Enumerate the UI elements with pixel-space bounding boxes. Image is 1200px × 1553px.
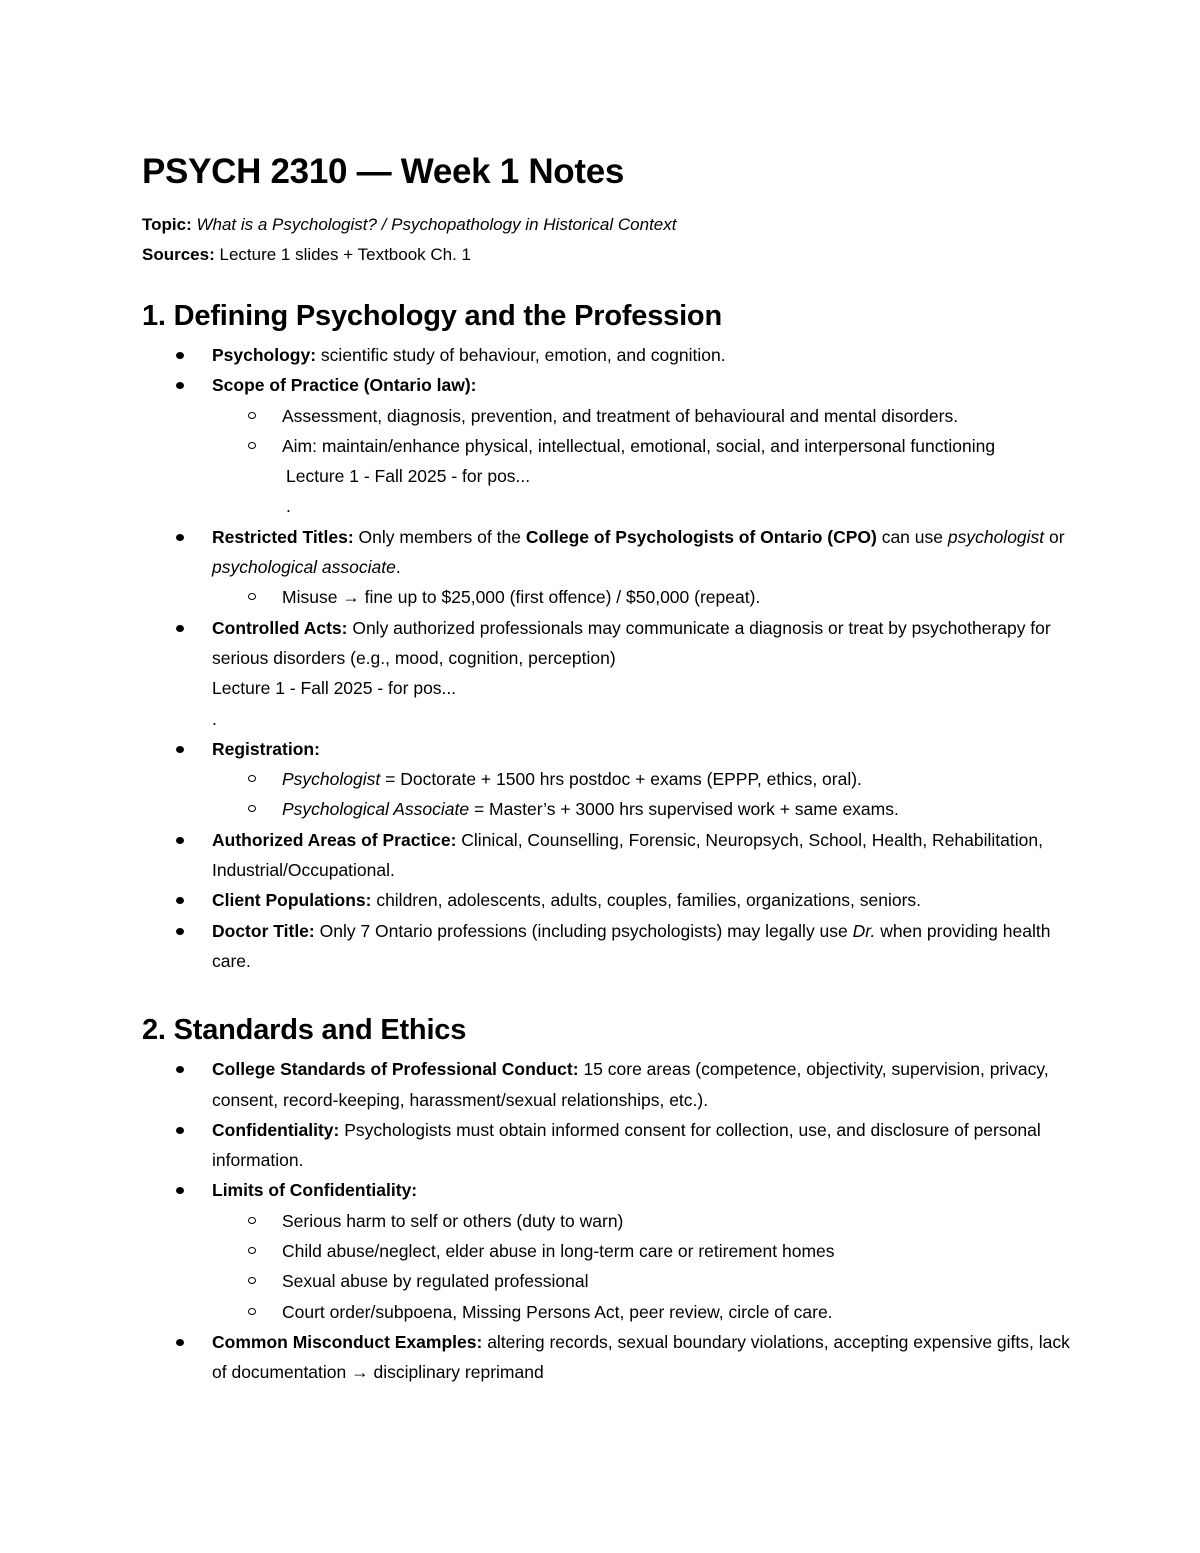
item-text: or [1044, 526, 1065, 547]
sub-item: Sexual abuse by regulated professional [212, 1266, 1080, 1296]
topic-label: Topic: [142, 215, 192, 234]
meta-block [142, 210, 1080, 270]
item-text: Only authorized professionals may communicate a diagnosis or treat by psychotherapy for serious disorders (e.g., mood, cognition, perception) [212, 617, 1051, 668]
item-label: Psychology: [212, 345, 317, 365]
title-psychologist: psychologist [947, 526, 1045, 547]
sub-item: Assessment, diagnosis, prevention, and treatment of behavioural and mental disorders. [212, 401, 1080, 431]
section-1-list [142, 340, 1080, 976]
title-psychological-associate: psychological associate [212, 557, 396, 578]
sub-item-italic: Psychologist [282, 769, 381, 790]
item-label: Common Misconduct Examples: [212, 1331, 483, 1352]
item-label: Restricted Titles: [212, 526, 354, 547]
item-label: Doctor Title: [212, 920, 315, 941]
sub-item: Child abuse/neglect, elder abuse in long-term care or retirement homes [212, 1236, 1080, 1266]
sources-label: Sources: [142, 245, 215, 264]
item-text: Only members of the [353, 526, 526, 547]
item-text: altering records, sexual boundary violations, accepting expensive gifts, lack of documentation → disciplinary reprimand [212, 1331, 1070, 1383]
sub-item-text: Aim: maintain/enhance physical, intellectual, emotional, social, and interpersonal functioning [282, 435, 996, 456]
scope-sublist [212, 401, 1080, 522]
list-item-standards [142, 1054, 1080, 1115]
item-text: can use [876, 526, 948, 547]
list-item-restricted-titles [142, 522, 1080, 613]
item-label: Scope of Practice (Ontario law): [212, 375, 477, 396]
item-label: Authorized Areas of Practice: [212, 829, 457, 850]
stray-dot: . [286, 496, 291, 517]
sub-item: Serious harm to self or others (duty to warn) [212, 1206, 1080, 1236]
item-label: Limits of Confidentiality: [212, 1180, 418, 1201]
sub-item-text: = Doctorate + 1500 hrs postdoc + exams (EPPP, ethics, oral). [380, 769, 862, 790]
topic-line [142, 210, 1080, 240]
item-label: Confidentiality: [212, 1119, 340, 1140]
lecture-footer-link[interactable]: Lecture 1 - Fall 2025 - for pos... [212, 678, 457, 699]
list-item-doctor-title [142, 916, 1080, 977]
sub-item-italic: Psychological Associate [282, 799, 470, 820]
item-text: Psychologists must obtain informed consent for collection, use, and disclosure of personal information. [212, 1119, 1041, 1171]
item-label: College Standards of Professional Conduct: [212, 1059, 579, 1080]
limits-sublist [212, 1206, 1080, 1327]
list-item-areas [142, 825, 1080, 886]
list-item-misconduct [142, 1327, 1080, 1388]
sub-item [212, 764, 1080, 794]
item-text: children, adolescents, adults, couples, families, organizations, seniors. [371, 890, 922, 911]
list-item-confidentiality [142, 1115, 1080, 1176]
sub-item [212, 431, 1080, 522]
sub-item-text: = Master’s + 3000 hrs supervised work + same exams. [469, 799, 899, 820]
item-label: Controlled Acts: [212, 617, 348, 638]
section-heading-1: 1. Defining Psychology and the Profession [142, 300, 722, 332]
item-text: scientific study of behaviour, emotion, and cognition. [316, 345, 726, 365]
sources-line [142, 240, 1080, 270]
item-text: Only 7 Ontario professions (including psychologists) may legally use [314, 920, 853, 941]
sub-item [212, 794, 1080, 824]
list-item-limits [142, 1175, 1080, 1326]
item-label: Registration: [212, 738, 320, 759]
lecture-footer-link[interactable]: Lecture 1 - Fall 2025 - for pos... [286, 466, 531, 487]
registration-sublist [212, 764, 1080, 825]
sub-item: Court order/subpoena, Missing Persons Act, peer review, circle of care. [212, 1297, 1080, 1327]
item-text: when providing health care. [212, 920, 1051, 971]
sub-item: Misuse → fine up to $25,000 (first offence) / $50,000 (repeat). [212, 582, 1080, 612]
section-heading-2: 2. Standards and Ethics [142, 1014, 467, 1047]
stray-dot: . [212, 708, 217, 729]
list-item-psychology [142, 340, 1080, 370]
list-item-registration [142, 734, 1080, 825]
item-label: Client Populations: [212, 890, 372, 911]
restricted-sublist [212, 582, 1080, 612]
item-text: 15 core areas (competence, objectivity, supervision, privacy, consent, record-keeping, harassment/sexual relationships, etc.). [212, 1059, 1049, 1110]
item-text: . [395, 557, 401, 578]
dr-abbrev: Dr. [852, 920, 876, 941]
list-item-populations [142, 885, 1080, 915]
item-text: Clinical, Counselling, Forensic, Neuropsych, School, Health, Rehabilitation, Industrial/Occupational. [212, 829, 1043, 881]
topic-value: What is a Psychologist? / Psychopathology in Historical Context [196, 215, 677, 234]
sources-value: Lecture 1 slides + Textbook Ch. 1 [219, 245, 472, 264]
page-title: PSYCH 2310 — Week 1 Notes [142, 152, 625, 191]
list-item-controlled-acts [142, 613, 1080, 734]
cpo-name: College of Psychologists of Ontario (CPO) [525, 526, 877, 547]
section-2-list [142, 1054, 1080, 1387]
list-item-scope [142, 370, 1080, 521]
